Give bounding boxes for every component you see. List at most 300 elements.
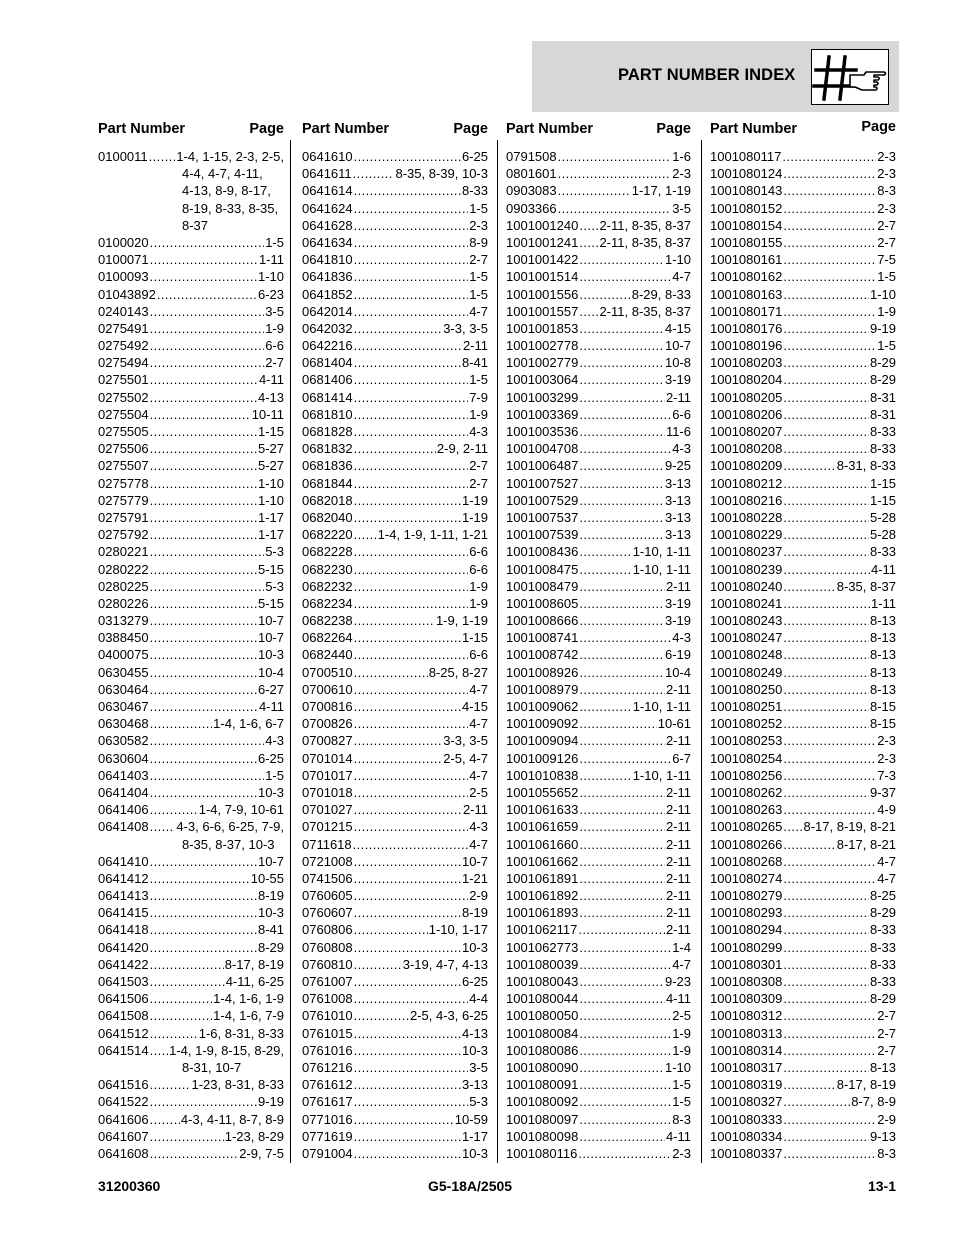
part-number: 0700827 [302,733,353,749]
index-entry [302,303,488,320]
page-reference: 1-9 [672,1042,691,1058]
index-entry [710,853,896,870]
part-number: 0681406 [302,372,353,388]
index-entry [302,990,488,1007]
index-entry [302,853,488,870]
part-number: 0641606 [98,1111,149,1127]
index-entry [710,990,896,1007]
page-reference: 1-5 [265,767,284,783]
part-number: 1001007527 [506,475,579,491]
part-number: 0682018 [302,492,353,508]
part-number: 1001008666 [506,613,579,629]
page-reference: 1-4, 1-6, 1-9 [213,991,284,1007]
part-number: 1001061633 [506,802,579,818]
dot-leader [579,887,665,904]
index-entry [710,182,896,199]
dot-leader [579,698,631,715]
page-reference: 6-25 [257,750,284,766]
part-number: 1001080154 [710,217,783,233]
part-number: 0641624 [302,200,353,216]
dot-leader [579,956,671,973]
dot-leader [150,973,225,990]
page-reference: 10-7 [461,853,488,869]
part-number: 0641403 [98,767,149,783]
dot-leader [783,973,869,990]
index-entry [98,475,284,492]
index-entry [710,234,896,251]
page-reference: 8-13 [869,613,896,629]
index-entry [506,337,691,354]
dot-leader [354,1128,461,1145]
page-reference: 4-11 [258,699,284,714]
page-reference: 4-3 [469,819,488,835]
part-number: 0275492 [98,338,149,354]
part-number: 0275778 [98,475,149,491]
dot-leader [579,784,665,801]
page-reference: 8-15 [869,716,896,732]
part-number: 0761008 [302,991,353,1007]
dot-leader [782,148,876,165]
dot-leader [783,509,869,526]
part-number: 1001007529 [506,492,579,508]
part-number: 0280222 [98,561,149,577]
part-number: 0642032 [302,320,353,336]
index-entry [710,732,896,749]
page-reference: 1-5 [265,234,284,250]
part-number: 0641412 [98,870,149,886]
dot-leader [558,165,672,182]
index-entry [710,1042,896,1059]
page-reference-continuation: 8-19, 8-33, 8-35, [182,200,279,216]
page-reference: 3-3, 3-5 [443,320,488,336]
index-entry [98,646,284,663]
index-entry [98,887,284,904]
page-reference: 1-17 [257,509,284,525]
part-number: 0761612 [302,1077,353,1093]
dot-leader [579,234,598,251]
dot-leader [354,1076,461,1093]
part-number-heading: Part Number [302,121,390,137]
part-number: 0641506 [98,991,149,1007]
part-number: 1001003064 [506,372,579,388]
dot-leader [783,1111,876,1128]
index-entry [710,595,896,612]
dot-leader [783,457,835,474]
page-reference: 1-10, 1-11 [632,699,691,714]
page-reference: 10-8 [664,355,691,371]
page-reference: 2-3 [672,1145,691,1161]
page-reference: 2-11 [665,681,691,697]
dot-leader [783,1042,876,1059]
page-reference: 8-9 [469,234,488,250]
dot-leader [579,612,664,629]
dot-leader [354,440,436,457]
page-reference: 3-13 [664,492,691,508]
dot-leader [354,251,469,268]
index-entry [302,543,488,560]
part-number: 0681404 [302,355,353,371]
dot-leader [579,629,671,646]
page-reference: 5-28 [869,527,896,543]
dot-leader [150,337,265,354]
part-number: 1001080333 [710,1111,783,1127]
part-number: 0681832 [302,441,353,457]
dot-leader [354,973,461,990]
dot-leader [354,578,469,595]
page-reference: 9-25 [664,458,691,474]
index-entry [506,1076,691,1093]
part-number: 0641415 [98,905,149,921]
page-reference: 5-15 [257,595,284,611]
dot-leader [150,406,251,423]
dot-leader [783,595,870,612]
part-number: 0682264 [302,630,353,646]
page-reference: 8-35, 8-37 [836,578,896,594]
part-number: 0280225 [98,578,149,594]
dot-leader [579,354,664,371]
page-title: PART NUMBER INDEX [618,66,796,84]
index-entry [302,371,488,388]
part-number: 0641408 [98,819,149,835]
dot-leader [150,732,265,749]
dot-leader [149,148,176,165]
part-number: 0903083 [506,183,557,199]
page-reference: 8-25, 8-27 [428,664,488,680]
dot-leader [579,681,665,698]
page-reference: 8-41 [257,922,284,938]
part-number: 1001080163 [710,286,783,302]
dot-leader [783,629,869,646]
index-entry [98,303,284,320]
part-number: 0641413 [98,888,149,904]
index-entry [302,1111,488,1128]
dot-leader [783,423,869,440]
index-entry [302,904,488,921]
page-reference: 8-13 [869,630,896,646]
dot-leader [354,1007,409,1024]
page-reference: 1-9 [469,578,488,594]
index-entry [506,595,691,612]
part-number: 0630604 [98,750,149,766]
dot-leader [354,612,435,629]
page-reference: 1-4 [672,939,691,955]
dot-leader [579,646,664,663]
page-reference: 1-10 [257,269,284,285]
page-reference: 3-3, 3-5 [443,733,488,749]
index-entry [98,784,284,801]
part-number: 0280221 [98,544,149,560]
part-number: 0641634 [302,234,353,250]
index-entry [506,1128,691,1145]
page-reference: 11-6 [665,424,691,439]
index-entry [506,440,691,457]
dot-leader [354,1042,461,1059]
page-reference: 1-10, 1-11 [632,544,691,560]
index-entry [710,750,896,767]
dot-leader [157,286,257,303]
part-number: 0630582 [98,733,149,749]
index-entry [506,148,691,165]
part-number: 0642216 [302,338,353,354]
part-number: 1001080206 [710,406,783,422]
index-entry [98,1025,284,1042]
index-entry [710,320,896,337]
dot-leader [578,921,665,938]
part-number: 0641512 [98,1025,149,1041]
page-reference: 8-33 [869,974,896,989]
index-entry [506,1111,691,1128]
part-number: 0681836 [302,458,353,474]
page-reference: 10-3 [461,1145,488,1161]
dot-leader [579,939,671,956]
part-number: 1001080301 [710,956,783,972]
index-entry [302,664,488,681]
index-entry [506,801,691,818]
index-entry [506,286,691,303]
page-reference: 8-29 [869,991,896,1007]
part-number: 0682040 [302,509,353,525]
index-entry [506,939,691,956]
index-entry [710,904,896,921]
part-number: 1001080240 [710,578,783,594]
part-number: 1001061662 [506,853,579,869]
part-number: 0761007 [302,974,353,989]
dot-leader [783,320,869,337]
part-number: 1001080294 [710,922,783,938]
page-heading: Page [249,121,284,137]
page-reference: 10-3 [257,647,284,663]
dot-leader [353,836,469,853]
dot-leader [783,767,876,784]
page-reference: 10-4 [664,664,691,680]
dot-leader [579,543,631,560]
page-reference: 8-29 [869,372,896,388]
index-entry [506,217,691,234]
dot-leader [783,939,869,956]
dot-leader [579,286,630,303]
page-reference: 10-4 [257,664,284,680]
index-entry [710,337,896,354]
dot-leader [354,629,461,646]
part-number: 1001080265 [710,819,783,835]
dot-leader [578,1145,671,1162]
index-entry [506,354,691,371]
page-reference: 8-13 [869,681,896,697]
index-entry [98,698,284,715]
hash-hand-icon [812,50,888,104]
index-entry [302,732,488,749]
part-number: 1001008479 [506,578,579,594]
part-number: 1001080084 [506,1025,579,1041]
index-rows [506,148,691,1162]
part-number: 1001080249 [710,664,783,680]
page-reference: 4-7 [877,870,896,886]
page-reference-continuation: 4-4, 4-7, 4-11, [182,166,263,182]
part-number: 1001080266 [710,836,783,852]
dot-leader [150,526,257,543]
index-entry [98,543,284,560]
dot-leader [354,750,443,767]
index-column-4 [710,118,896,1162]
page-reference: 2-11 [665,905,691,921]
part-number: 0400075 [98,647,149,663]
part-number: 1001080116 [506,1145,578,1161]
index-entry [710,1007,896,1024]
part-number: 0761015 [302,1025,353,1041]
dot-leader [354,543,469,560]
page-reference: 8-33 [461,183,488,199]
index-entry [506,870,691,887]
index-entry [302,750,488,767]
part-number: 0280226 [98,595,149,611]
page-reference: 2-3 [877,166,896,182]
page-reference: 1-10 [664,252,691,268]
part-number: 0761216 [302,1059,353,1075]
page-reference: 3-19 [664,372,691,388]
index-entry [98,268,284,285]
index-entry [710,767,896,784]
index-entry [302,612,488,629]
page-reference: 2-11 [665,733,691,749]
index-entry [506,853,691,870]
page-reference: 3-19 [664,595,691,611]
dot-leader [150,939,257,956]
index-entry [302,715,488,732]
part-number: 0771016 [302,1111,353,1127]
page-reference: 1-9, 1-19 [435,613,488,629]
part-number: 1001080044 [506,991,579,1007]
dot-leader [783,475,869,492]
dot-leader [354,423,469,440]
part-number: 1001080124 [710,166,783,182]
part-number: 0275504 [98,406,149,422]
page-reference: 2-5, 4-3, 6-25 [409,1008,488,1024]
index-entry [98,337,284,354]
index-entry [710,818,896,835]
part-number: 1001008742 [506,647,579,663]
index-entry [710,1093,896,1110]
part-number: 1001008475 [506,561,579,577]
index-entry [506,268,691,285]
index-entry [506,234,691,251]
dot-leader [354,234,469,251]
part-number: 1001003536 [506,424,579,439]
page-reference: 2-9 [469,888,488,904]
index-entry [302,1042,488,1059]
part-number: 0275502 [98,389,149,405]
part-number: 1001080196 [710,338,783,354]
dot-leader [579,664,664,681]
page-reference: 2-7 [877,1025,896,1041]
index-entry [98,921,284,938]
dot-leader [783,612,869,629]
page-reference: 8-33 [869,441,896,457]
index-entry [302,182,488,199]
dot-leader [558,182,631,199]
index-entry [710,1145,896,1162]
dot-leader [579,251,664,268]
part-number: 1001080212 [710,475,783,491]
dot-leader [579,1128,665,1145]
index-entry [302,337,488,354]
dot-leader [579,440,671,457]
part-number: 0641522 [98,1094,149,1110]
page-reference: 2-3 [877,750,896,766]
dot-leader [783,732,876,749]
index-entry [98,371,284,388]
dot-leader [354,646,469,663]
page-reference: 8-31 [869,389,896,405]
page-reference: 2-11 [665,922,691,938]
index-entry [710,887,896,904]
dot-leader [579,836,665,853]
part-number: 1001062117 [506,922,578,938]
dot-leader [150,475,257,492]
dot-leader [150,801,198,818]
page-reference: 3-5 [672,200,691,216]
page-reference: 1-15 [461,630,488,646]
part-number: 1001080091 [506,1077,579,1093]
index-entry [302,698,488,715]
dot-leader [579,1059,664,1076]
page-reference: 2-5 [672,1008,691,1024]
index-entry [710,870,896,887]
index-entry [302,801,488,818]
index-entry [710,629,896,646]
index-entry [710,268,896,285]
dot-leader [783,836,835,853]
column-divider [290,140,291,1163]
part-number: 0275505 [98,424,149,439]
dot-leader [354,389,469,406]
dot-leader [783,354,869,371]
index-rows [98,148,284,1162]
page-reference: 3-13 [664,475,691,491]
part-number: 1001080090 [506,1059,579,1075]
part-number: 1001080216 [710,492,783,508]
part-number: 1001080092 [506,1094,579,1110]
index-entry [710,681,896,698]
part-number: 1001003299 [506,389,579,405]
page-reference: 3-19, 4-7, 4-13 [402,956,488,972]
index-entry [98,406,284,423]
index-entry [506,509,691,526]
page-reference: 10-55 [250,870,284,886]
dot-leader [579,337,664,354]
index-entry [506,492,691,509]
dot-leader [150,921,257,938]
page-reference: 8-33 [869,956,896,972]
index-entry [98,1145,284,1162]
dot-leader [354,1111,454,1128]
dot-leader [150,1145,239,1162]
index-entry [506,1145,691,1162]
page-reference: 1-5 [672,1094,691,1110]
index-entry [710,217,896,234]
part-number: 0275791 [98,509,149,525]
page-reference: 7-5 [877,252,896,268]
part-number: 1001080274 [710,870,783,886]
index-entry [98,286,284,303]
page-reference: 4-3 [265,733,284,749]
index-entry [302,286,488,303]
part-number: 0275507 [98,458,149,474]
part-number: 0681844 [302,475,353,491]
page-reference: 2-7 [877,1008,896,1024]
dot-leader [150,750,257,767]
page-reference: 1-17 [257,527,284,543]
dot-leader [579,406,671,423]
